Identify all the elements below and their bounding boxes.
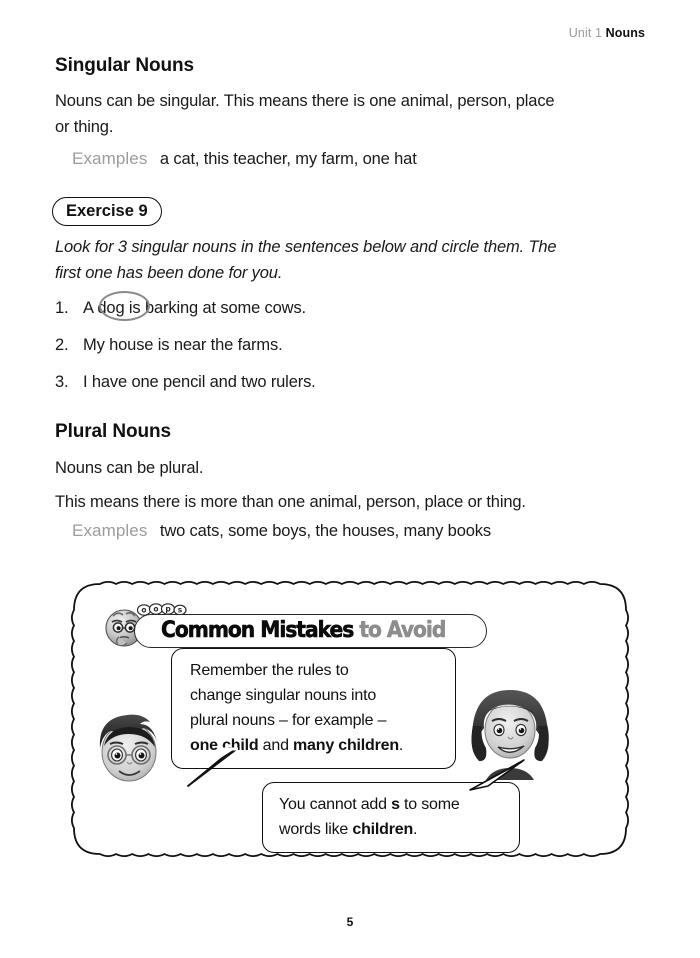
singular-examples-row [72, 146, 417, 172]
plural-examples-row [72, 518, 491, 544]
boy-character-avatar [86, 698, 172, 784]
common-mistakes-title-pill [134, 614, 487, 648]
bubble-2-bold-children: children [352, 821, 414, 838]
bubble-2-tail [462, 756, 534, 796]
singular-body-line-2: or thing. [55, 118, 114, 136]
common-mistakes-box [68, 578, 632, 860]
exercise-pill-label: Exercise 9 [66, 202, 148, 220]
bubble-2-line-1-post: to some [399, 796, 460, 813]
running-head-section: Nouns [605, 26, 645, 40]
title-dark-part: Common Mistakes [161, 618, 354, 643]
exercise-instruction-line-2: first one has been done for you. [55, 264, 283, 282]
question-number-3: 3. [55, 373, 69, 391]
question-2-text: My house is near the farms. [83, 336, 283, 354]
question-1-after: is barking at some cows. [124, 299, 306, 317]
bubble-2-line-2-pre: words like [279, 821, 353, 838]
exercise-question-1 [55, 296, 306, 320]
plural-body-line-2: This means there is more than one animal, person, place or thing. [55, 493, 526, 511]
question-number-1: 1. [55, 299, 69, 317]
bubble-1-bold-many-children: many children [293, 737, 399, 754]
bubble-1-line-1: Remember the rules to [190, 662, 349, 679]
bubble-1-line-4-end: . [398, 737, 404, 754]
page-number: 5 [346, 915, 354, 929]
common-mistakes-title [161, 619, 445, 643]
bubble-1-line-4-mid: and [258, 737, 294, 754]
svg-text:o: o [141, 605, 147, 615]
bubble-2-line-2-post: . [413, 821, 418, 838]
svg-text:o: o [153, 604, 159, 614]
question-1-before: A [83, 299, 98, 317]
bubble-2-line-1-pre: You cannot add [279, 796, 392, 813]
bubble-2-bold-s: s [391, 796, 400, 813]
exercise-instruction-line-1: Look for 3 singular nouns in the sentences below and circle them. The [55, 238, 557, 256]
running-head [569, 26, 645, 40]
examples-label-singular: Examples [72, 149, 148, 168]
svg-text:s: s [177, 605, 183, 615]
plural-body-line-1: Nouns can be plural. [55, 459, 204, 477]
question-1-circled-word[interactable]: dog [97, 299, 125, 317]
singular-body-line-1: Nouns can be singular. This means there is one animal, person, place [55, 92, 555, 110]
examples-label-plural: Examples [72, 521, 148, 540]
question-3-text: I have one pencil and two rulers. [83, 373, 316, 391]
bubble-1-line-3: plural nouns – for example – [190, 712, 387, 729]
running-head-unit: Unit 1 [568, 26, 603, 40]
examples-values-plural: two cats, some boys, the houses, many books [159, 522, 491, 540]
exercise-pill[interactable] [52, 197, 162, 226]
heading-plural-nouns: Plural Nouns [55, 421, 171, 442]
svg-text:p: p [165, 604, 171, 614]
question-number-2: 2. [55, 336, 69, 354]
title-light-part: to Avoid [353, 618, 446, 643]
bubble-1-line-2: change singular nouns into [190, 687, 377, 704]
bubble-2-line-2 [279, 817, 505, 842]
examples-values-singular: a cat, this teacher, my farm, one hat [159, 150, 417, 168]
heading-singular-nouns: Singular Nouns [55, 55, 194, 76]
bubble-1-tail [176, 746, 246, 788]
exercise-question-2 [55, 333, 283, 357]
bubble-1-bold-one-child: one child [190, 737, 259, 754]
exercise-question-3 [55, 370, 316, 394]
